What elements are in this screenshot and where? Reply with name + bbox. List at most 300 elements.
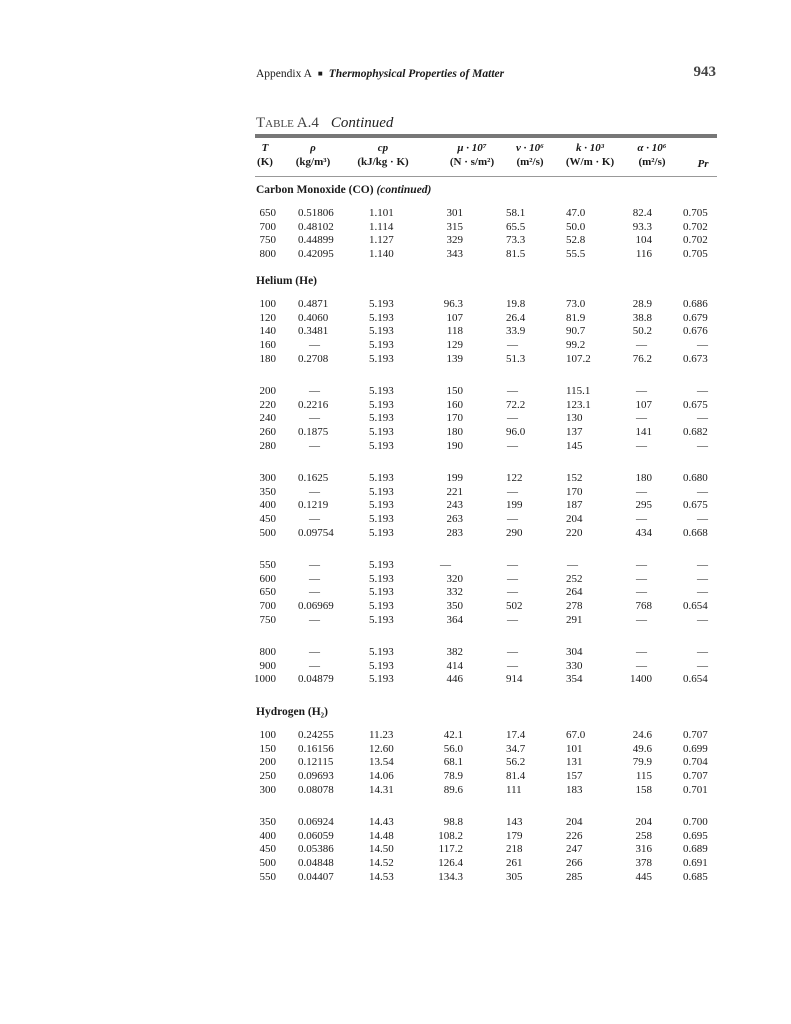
table-row	[0, 573, 791, 586]
table-cell: 450	[259, 513, 276, 526]
table-cell: 330	[566, 659, 583, 672]
table-cell: 261	[506, 857, 523, 870]
column-header	[338, 141, 428, 169]
table-cell: 700	[259, 220, 276, 233]
table-cell: 0.707	[683, 729, 708, 741]
table-cell: 5.193	[369, 426, 394, 439]
table-cell: 400	[259, 829, 276, 842]
table-cell: 0.4060	[298, 311, 329, 324]
table-cell: 56.2	[506, 756, 526, 769]
table-cell: 316	[635, 843, 652, 856]
table-cell: 0.705	[683, 248, 708, 261]
table-cell: 550	[259, 870, 276, 883]
table-cell: 0.06059	[298, 829, 334, 842]
table-row	[0, 770, 791, 783]
table-cell: 0.12115	[298, 756, 334, 769]
table-row	[0, 472, 791, 485]
table-cell: —	[636, 559, 647, 571]
table-cell: 0.675	[683, 398, 708, 411]
table-cell: —	[697, 659, 708, 672]
column-unit: (m²/s)	[638, 156, 666, 168]
table-cell: 14.31	[369, 783, 394, 796]
table-cell: —	[697, 586, 708, 599]
table-cell: 320	[446, 572, 463, 585]
table-cell: 600	[259, 572, 276, 585]
table-cell: —	[636, 485, 647, 498]
table-cell: 301	[446, 207, 463, 219]
table-cell: 28.9	[632, 298, 652, 310]
table-cell: 160	[259, 339, 276, 352]
table-cell: 50.0	[566, 220, 586, 233]
table-cell: 434	[635, 526, 652, 539]
table-row	[0, 614, 791, 627]
table-cell: 117.2	[438, 843, 463, 856]
table-cell: 122	[506, 472, 523, 484]
column-unit: (m²/s)	[516, 156, 544, 168]
table-cell: 5.193	[369, 559, 394, 571]
table-cell: 650	[259, 586, 276, 599]
table-cell: 354	[566, 673, 583, 686]
table-cell: —	[636, 439, 647, 452]
table-cell: 0.04879	[298, 673, 334, 686]
table-cell: 350	[446, 600, 463, 613]
table-cell: 98.8	[443, 816, 463, 828]
table-cell: 343	[446, 248, 463, 261]
table-cell: 33.9	[506, 325, 526, 338]
table-cell: 500	[259, 526, 276, 539]
table-cell: —	[636, 339, 647, 352]
table-cell: 82.4	[632, 207, 652, 219]
column-symbol: T	[261, 142, 269, 154]
table-cell: 190	[446, 439, 463, 452]
table-cell: 364	[446, 613, 463, 626]
table-cell: 0.702	[683, 234, 708, 247]
table-row	[0, 784, 791, 797]
table-cell: 0.4871	[298, 298, 329, 310]
table-row	[0, 440, 791, 453]
table-cell: —	[507, 513, 518, 526]
table-cell: 5.193	[369, 600, 394, 613]
table-cell: 24.6	[632, 729, 652, 741]
table-cell: 107.2	[566, 352, 591, 365]
table-cell: 1400	[630, 673, 652, 686]
table-cell: 145	[566, 439, 583, 452]
table-cell: 350	[259, 816, 276, 828]
table-cell: 26.4	[506, 311, 526, 324]
table-cell: 67.0	[566, 729, 586, 741]
table-cell: 19.8	[506, 298, 526, 310]
table-cell: 0.700	[683, 816, 708, 828]
table-cell: 141	[635, 426, 652, 439]
table-cell: 445	[635, 870, 652, 883]
table-top-rule	[255, 134, 717, 138]
table-row	[0, 559, 791, 572]
table-cell: 0.654	[683, 673, 708, 686]
running-head	[256, 68, 504, 80]
table-cell: 73.3	[506, 234, 526, 247]
table-cell: 96.3	[443, 298, 463, 310]
table-cell: 247	[566, 843, 583, 856]
table-cell: 200	[259, 756, 276, 769]
table-cell: 0.675	[683, 499, 708, 512]
table-cell: 12.60	[369, 742, 394, 755]
table-cell: 0.685	[683, 870, 708, 883]
table-cell: 382	[446, 646, 463, 658]
table-cell: 278	[566, 600, 583, 613]
table-cell: 263	[446, 513, 463, 526]
table-cell: 180	[259, 352, 276, 365]
column-symbol: ρ	[310, 142, 316, 154]
section-title	[256, 184, 431, 196]
table-cell: 96.0	[506, 426, 526, 439]
table-cell: —	[567, 559, 578, 571]
column-symbol: α · 10⁶	[637, 142, 667, 154]
table-cell: —	[309, 559, 320, 571]
table-cell: —	[697, 646, 708, 658]
table-cell: 79.9	[632, 756, 652, 769]
column-symbol: ν · 10⁶	[516, 142, 544, 154]
column-unit: (kg/m³)	[295, 156, 331, 168]
table-cell: 0.3481	[298, 325, 329, 338]
table-cell: 5.193	[369, 572, 394, 585]
table-cell: 768	[635, 600, 652, 613]
table-cell: 350	[259, 485, 276, 498]
table-cell: —	[309, 339, 320, 352]
appendix-title: Thermophysical Properties of Matter	[328, 68, 505, 80]
table-cell: 0.704	[683, 756, 708, 769]
table-cell: 81.9	[566, 311, 586, 324]
table-row	[0, 207, 791, 220]
table-row	[0, 816, 791, 829]
table-cell: 750	[259, 613, 276, 626]
table-cell: 914	[506, 673, 523, 686]
table-row	[0, 412, 791, 425]
table-cell: 400	[259, 499, 276, 512]
column-symbol: μ · 10⁷	[457, 142, 487, 154]
table-cell: 0.09754	[298, 526, 334, 539]
table-cell: —	[697, 572, 708, 585]
table-header	[255, 141, 717, 173]
table-cell: —	[507, 586, 518, 599]
table-cell: 5.193	[369, 298, 394, 310]
table-cell: 0.682	[683, 426, 708, 439]
table-cell: —	[697, 559, 708, 571]
table-row	[0, 756, 791, 769]
table-row	[0, 673, 791, 686]
table-cell: —	[697, 439, 708, 452]
table-title	[256, 115, 393, 132]
table-cell: 5.193	[369, 472, 394, 484]
table-cell: 56.0	[443, 742, 463, 755]
table-row	[0, 857, 791, 870]
table-cell: 800	[259, 248, 276, 261]
table-cell: 315	[446, 220, 463, 233]
table-cell: 250	[259, 770, 276, 783]
table-cell: 0.1625	[298, 472, 329, 484]
table-cell: —	[697, 412, 708, 425]
table-cell: 14.06	[369, 770, 394, 783]
table-cell: 58.1	[506, 207, 526, 219]
table-cell: 0.04848	[298, 857, 334, 870]
table-cell: —	[507, 385, 518, 397]
table-cell: 199	[446, 472, 463, 484]
table-cell: 101	[566, 742, 583, 755]
table-cell: 157	[566, 770, 583, 783]
table-cell: 100	[259, 729, 276, 741]
table-cell: 5.193	[369, 499, 394, 512]
table-cell: 5.193	[369, 311, 394, 324]
table-cell: 0.06924	[298, 816, 334, 828]
table-cell: 204	[566, 513, 583, 526]
table-cell: 446	[446, 673, 463, 686]
table-cell: 305	[506, 870, 523, 883]
table-cell: 68.1	[443, 756, 463, 769]
table-cell: —	[636, 385, 647, 397]
table-cell: 158	[635, 783, 652, 796]
table-cell: 5.193	[369, 646, 394, 658]
table-cell: 118	[446, 325, 463, 338]
page-number: 943	[693, 64, 716, 80]
table-header-rule	[255, 176, 717, 177]
table-cell: 0.668	[683, 526, 708, 539]
table-cell: 116	[635, 248, 652, 261]
table-cell: —	[309, 485, 320, 498]
table-cell: —	[636, 513, 647, 526]
table-row	[0, 312, 791, 325]
table-cell: 120	[259, 311, 276, 324]
table-cell: 47.0	[566, 207, 586, 219]
table-row	[0, 353, 791, 366]
table-cell: —	[697, 485, 708, 498]
table-cell: 1.140	[369, 248, 394, 261]
table-cell: 108.2	[438, 829, 463, 842]
table-cell: —	[636, 613, 647, 626]
table-cell: —	[507, 646, 518, 658]
table-cell: 130	[566, 412, 583, 425]
table-cell: 5.193	[369, 439, 394, 452]
table-cell: 0.05386	[298, 843, 334, 856]
table-row	[0, 339, 791, 352]
table-cell: 0.42095	[298, 248, 334, 261]
section-name: Carbon Monoxide (CO)	[256, 184, 374, 196]
table-cell: 300	[259, 472, 276, 484]
table-cell: 220	[566, 526, 583, 539]
table-cell: —	[309, 586, 320, 599]
table-cell: 0.16156	[298, 742, 334, 755]
table-cell: 414	[446, 659, 463, 672]
table-row	[0, 385, 791, 398]
table-cell: 126.4	[438, 857, 463, 870]
table-cell: 1.101	[369, 207, 394, 219]
table-cell: 200	[259, 385, 276, 397]
table-continued: Continued	[330, 115, 394, 131]
table-cell: 55.5	[566, 248, 586, 261]
table-row	[0, 499, 791, 512]
table-cell: —	[697, 385, 708, 397]
table-cell: 115	[635, 770, 652, 783]
table-cell: 264	[566, 586, 583, 599]
table-cell: 5.193	[369, 485, 394, 498]
table-cell: 0.24255	[298, 729, 334, 741]
table-cell: 0.1219	[298, 499, 329, 512]
table-row	[0, 234, 791, 247]
column-unit: (N · s/m²)	[449, 156, 495, 168]
table-row	[0, 325, 791, 338]
table-cell: —	[507, 659, 518, 672]
table-cell: 5.193	[369, 339, 394, 352]
table-cell: 179	[506, 829, 523, 842]
table-cell: —	[636, 659, 647, 672]
table-cell: 243	[446, 499, 463, 512]
table-cell: 42.1	[443, 729, 463, 741]
table-cell: —	[507, 485, 518, 498]
table-cell: —	[507, 412, 518, 425]
table-cell: 78.9	[443, 770, 463, 783]
table-row	[0, 646, 791, 659]
column-unit: (K)	[257, 156, 273, 168]
table-cell: 0.51806	[298, 207, 334, 219]
table-cell: 137	[566, 426, 583, 439]
table-cell: 226	[566, 829, 583, 842]
table-cell: 291	[566, 613, 583, 626]
table-cell: 0.686	[683, 298, 708, 310]
table-cell: 129	[446, 339, 463, 352]
table-cell: 73.0	[566, 298, 586, 310]
section-title	[256, 275, 317, 287]
table-cell: 5.193	[369, 385, 394, 397]
table-cell: —	[309, 613, 320, 626]
table-cell: 107	[446, 311, 463, 324]
table-cell: 123.1	[566, 398, 591, 411]
table-cell: —	[309, 513, 320, 526]
table-cell: 5.193	[369, 659, 394, 672]
table-cell: 204	[635, 816, 652, 828]
table-cell: 0.676	[683, 325, 708, 338]
table-cell: 240	[259, 412, 276, 425]
table-cell: 150	[259, 742, 276, 755]
table-cell: —	[309, 659, 320, 672]
table-cell: 0.695	[683, 829, 708, 842]
table-row	[0, 248, 791, 261]
table-cell: 285	[566, 870, 583, 883]
table-cell: 290	[506, 526, 523, 539]
table-cell: 104	[635, 234, 652, 247]
table-cell: 199	[506, 499, 523, 512]
table-row	[0, 660, 791, 673]
table-cell: —	[697, 613, 708, 626]
table-cell: —	[697, 339, 708, 352]
table-cell: 0.06969	[298, 600, 334, 613]
table-cell: 13.54	[369, 756, 394, 769]
table-cell: —	[636, 586, 647, 599]
table-cell: 295	[635, 499, 652, 512]
table-cell: 52.8	[566, 234, 586, 247]
table-cell: 170	[566, 485, 583, 498]
table-cell: 500	[259, 857, 276, 870]
table-cell: —	[309, 572, 320, 585]
table-cell: 0.04407	[298, 870, 334, 883]
appendix-label: Appendix A	[256, 68, 312, 80]
table-cell: 0.09693	[298, 770, 334, 783]
table-cell: 266	[566, 857, 583, 870]
table-cell: 0.2216	[298, 398, 329, 411]
table-cell: 0.48102	[298, 220, 334, 233]
table-cell: 332	[446, 586, 463, 599]
table-cell: —	[507, 613, 518, 626]
table-cell: 0.44899	[298, 234, 334, 247]
table-cell: 81.4	[506, 770, 526, 783]
table-row	[0, 729, 791, 742]
table-cell: —	[309, 412, 320, 425]
table-cell: 329	[446, 234, 463, 247]
table-cell: —	[507, 572, 518, 585]
table-cell: 1.127	[369, 234, 394, 247]
section-name: Hydrogen (H₂)	[256, 706, 328, 718]
table-cell: 1000	[254, 673, 276, 686]
column-unit: (W/m · K)	[565, 156, 615, 168]
table-row	[0, 486, 791, 499]
table-row	[0, 743, 791, 756]
table-row	[0, 399, 791, 412]
table-cell: 81.5	[506, 248, 526, 261]
table-cell: 34.7	[506, 742, 526, 755]
table-row	[0, 830, 791, 843]
column-symbol: k · 10³	[575, 142, 605, 154]
table-cell: 0.654	[683, 600, 708, 613]
table-cell: 14.48	[369, 829, 394, 842]
table-cell: 0.705	[683, 207, 708, 219]
table-cell: —	[440, 559, 451, 571]
table-cell: 139	[446, 352, 463, 365]
table-cell: —	[507, 559, 518, 571]
table-cell: 5.193	[369, 412, 394, 425]
table-cell: 131	[566, 756, 583, 769]
table-cell: 76.2	[632, 352, 652, 365]
section-title	[256, 706, 328, 718]
table-cell: 204	[566, 816, 583, 828]
table-cell: 5.193	[369, 526, 394, 539]
table-cell: 378	[635, 857, 652, 870]
table-cell: 750	[259, 234, 276, 247]
table-cell: —	[309, 646, 320, 658]
table-row	[0, 871, 791, 884]
table-cell: 51.3	[506, 352, 526, 365]
table-cell: 0.699	[683, 742, 708, 755]
table-cell: 0.680	[683, 472, 708, 484]
table-cell: 5.193	[369, 325, 394, 338]
table-cell: 0.702	[683, 220, 708, 233]
table-cell: 0.707	[683, 770, 708, 783]
table-cell: 5.193	[369, 513, 394, 526]
table-cell: 5.193	[369, 398, 394, 411]
table-cell: 89.6	[443, 783, 463, 796]
table-cell: 14.43	[369, 816, 394, 828]
table-cell: 900	[259, 659, 276, 672]
table-row	[0, 843, 791, 856]
table-cell: —	[309, 385, 320, 397]
table-cell: 72.2	[506, 398, 526, 411]
table-cell: —	[507, 339, 518, 352]
table-cell: 220	[259, 398, 276, 411]
table-cell: 14.50	[369, 843, 394, 856]
table-cell: 152	[566, 472, 583, 484]
table-cell: 5.193	[369, 352, 394, 365]
table-cell: —	[697, 513, 708, 526]
section-note: (continued)	[373, 184, 432, 196]
table-cell: 183	[566, 783, 583, 796]
table-cell: 180	[446, 426, 463, 439]
table-cell: 11.23	[369, 729, 394, 741]
